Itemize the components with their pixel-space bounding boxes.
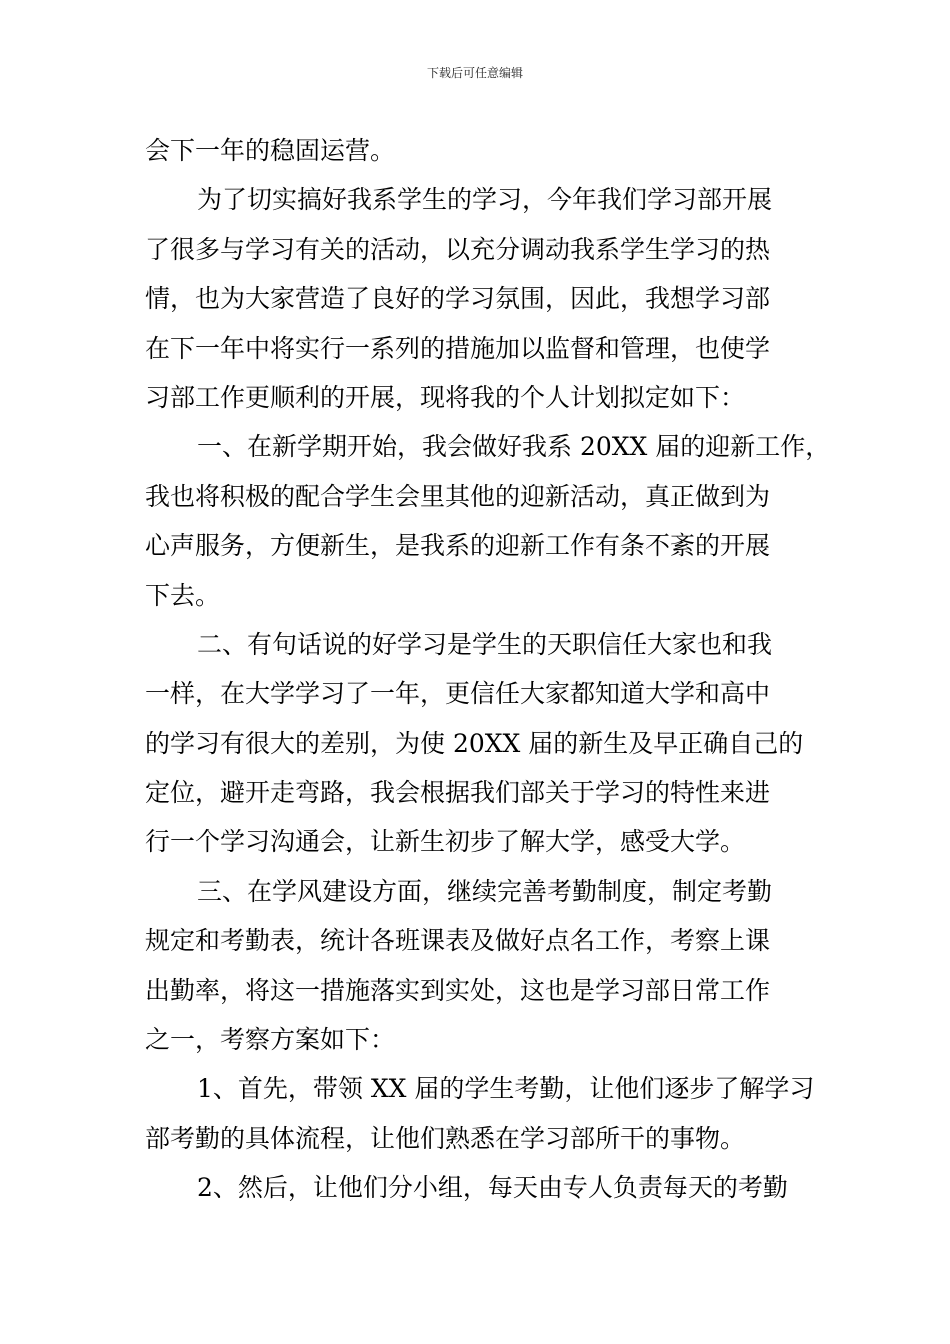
- text-line: 部考勤的具体流程，让他们熟悉在学习部所干的事物。: [145, 1123, 746, 1153]
- text-line: 三、在学风建设方面，继续完善考勤制度，制定考勤: [197, 876, 773, 906]
- document-body: [145, 126, 831, 1213]
- text-line: 一、在新学期开始，我会做好我系 20XX 届的迎新工作，: [197, 432, 831, 462]
- text-line: 习部工作更顺利的开展，现将我的个人计划拟定如下：: [145, 382, 746, 412]
- page-header: 下载后可任意编辑: [426, 66, 523, 80]
- text-line: 1、首先，带领 XX 届的学生考勤，让他们逐步了解学习: [197, 1074, 815, 1104]
- text-line: 为了切实搞好我系学生的学习，今年我们学习部开展: [197, 185, 773, 215]
- text-line: 2、然后，让他们分小组，每天由专人负责每天的考勤: [197, 1173, 788, 1203]
- text-line: 我也将积极的配合学生会里其他的迎新活动，真正做到为: [145, 481, 771, 511]
- text-line: 二、有句话说的好学习是学生的天职信任大家也和我: [197, 629, 773, 659]
- text-line: 定位，避开走弯路，我会根据我们部关于学习的特性来进: [145, 778, 771, 808]
- text-line: 一样，在大学学习了一年，更信任大家都知道大学和高中: [145, 679, 771, 709]
- text-line: 心声服务，方便新生，是我系的迎新工作有条不紊的开展: [145, 531, 771, 561]
- text-line: 在下一年中将实行一系列的措施加以监督和管理，也使学: [145, 333, 771, 363]
- text-line: 下去。: [145, 580, 221, 610]
- text-line: 会下一年的稳固运营。: [145, 136, 396, 165]
- text-line: 的学习有很大的差别，为使 20XX 届的新生及早正确自己的: [145, 728, 804, 758]
- text-line: 之一，考察方案如下：: [145, 1025, 396, 1055]
- text-line: 行一个学习沟通会，让新生初步了解大学，感受大学。: [145, 827, 746, 857]
- text-line: 情，也为大家营造了良好的学习氛围，因此，我想学习部: [145, 284, 771, 314]
- text-line: 了很多与学习有关的活动，以充分调动我系学生学习的热: [145, 234, 771, 264]
- text-line: 规定和考勤表，统计各班课表及做好点名工作，考察上课: [145, 926, 771, 956]
- text-line: 出勤率，将这一措施落实到实处，这也是学习部日常工作: [145, 975, 771, 1005]
